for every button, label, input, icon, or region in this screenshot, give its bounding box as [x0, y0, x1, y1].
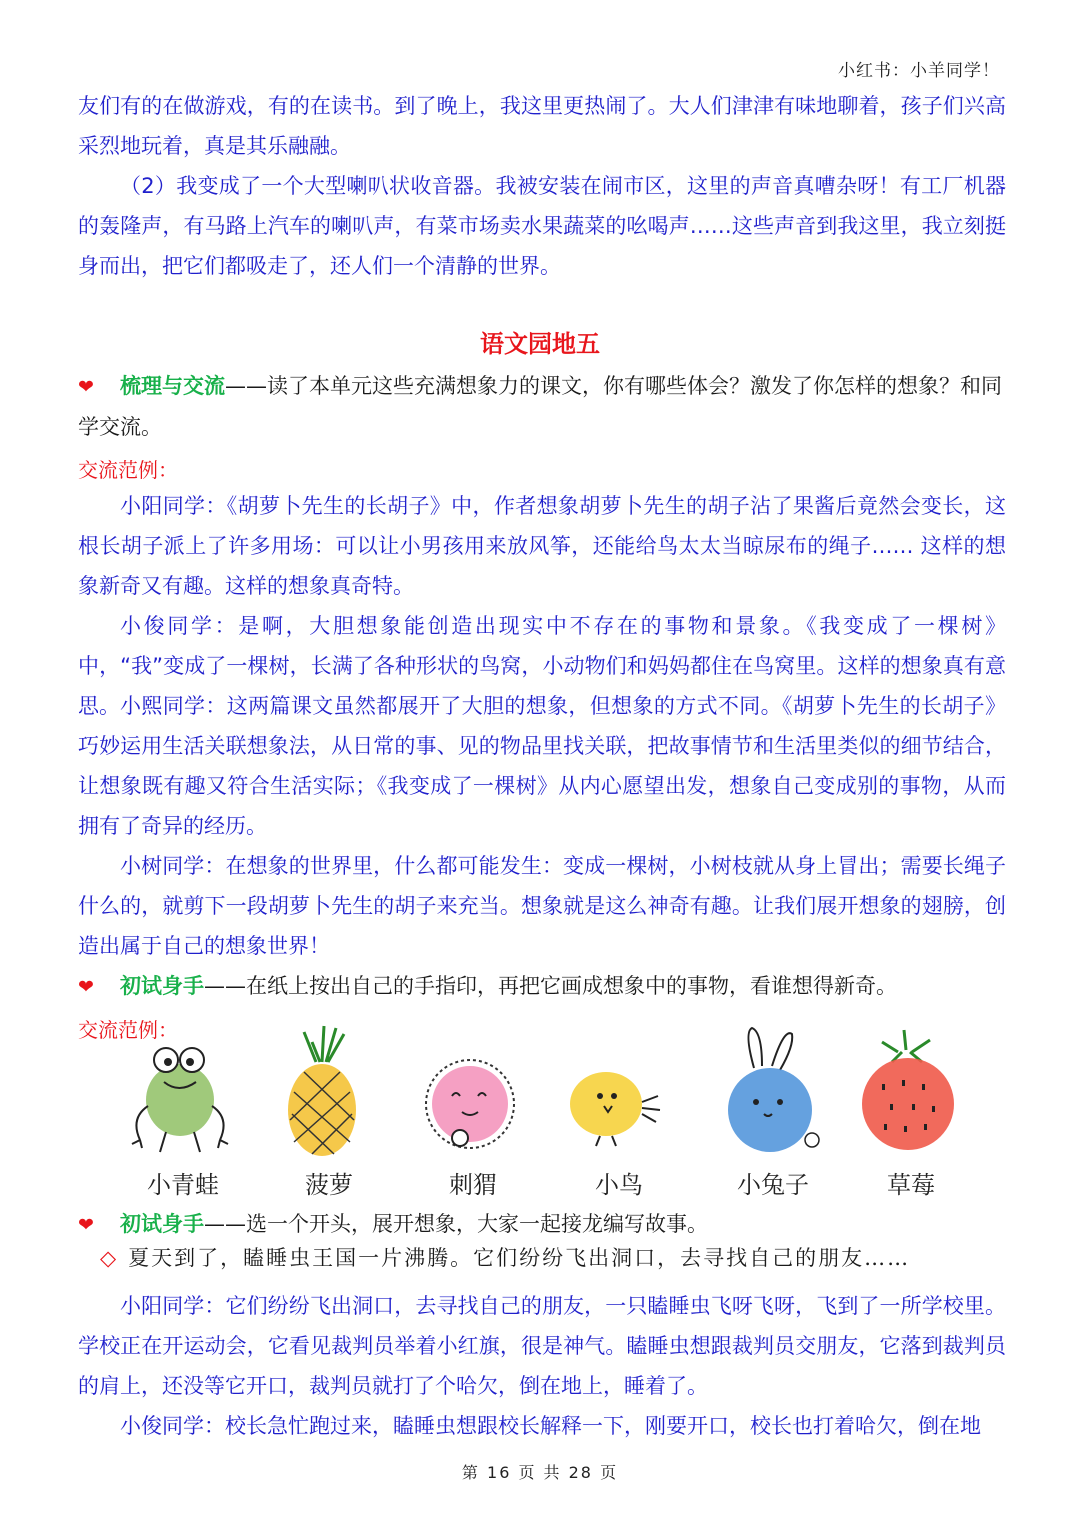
drawing-label: 刺猬	[449, 1171, 497, 1199]
heart-icon: ❤	[78, 376, 94, 398]
fingerprint-frog	[118, 1022, 248, 1202]
paragraph-xiaoxi: 小熙同学：这两篇课文虽然都展开了大胆的想象，但想象的方式不同。《胡萝卜先生的长胡子》巧妙运用生活关联想象法，从日常的事、见的物品里找关联，把故事情节和生活里类似的细节结合，让想象既有趣又符合生活实际；《我变成了一棵树》从内心愿望出发，想象自己变成别的事物，从而拥有了奇异的经历。	[78, 694, 1006, 838]
drawing-label: 小青蛙	[147, 1171, 219, 1199]
fingerprint-drawings	[118, 1022, 978, 1202]
bullet-line-story	[78, 1204, 1006, 1245]
fingerprint-strawberry	[846, 1022, 976, 1202]
page-number: 第 16 页 共 28 页	[461, 1463, 619, 1482]
bullet-line-exchange	[78, 366, 1006, 447]
bullet-keyword: 梳理与交流	[120, 374, 225, 398]
fingerprint-bird	[554, 1022, 684, 1202]
fingerprint-hedgehog	[408, 1022, 538, 1202]
story-start-text: 夏天到了，瞌睡虫王国一片沸腾。它们纷纷飞出洞口，去寻找自己的朋友……	[128, 1246, 911, 1270]
drawing-label: 草莓	[887, 1171, 935, 1199]
drawing-label: 小兔子	[737, 1171, 809, 1199]
drawing-label: 菠萝	[305, 1171, 353, 1199]
paragraph-xiaoyang: 小阳同学：《胡萝卜先生的长胡子》中，作者想象胡萝卜先生的胡子沾了果酱后竟然会变长，这根长胡子派上了许多用场：可以让小男孩用来放风筝，还能给鸟太太当晾尿布的绳子…… 这样的想象新奇又有趣。这样的想象真奇特。	[78, 494, 1006, 598]
bullet-line-fingerprint	[78, 966, 1006, 1007]
paragraph-story-xiaojun: 小俊同学：校长急忙跑过来，瞌睡虫想跟校长解释一下，刚要开口，校长也打着哈欠，倒在地	[120, 1414, 981, 1438]
header-note: 小红书：小羊同学！	[838, 61, 1000, 81]
bullet-prompt: ——在纸上按出自己的手指印，再把它画成想象中的事物，看谁想得新奇。	[204, 974, 897, 998]
bullet-keyword: 初试身手	[120, 1212, 204, 1236]
example-label: 交流范例：	[78, 458, 178, 482]
heart-icon: ❤	[78, 1214, 94, 1236]
paragraph-continued: 友们有的在做游戏，有的在读书。到了晚上，我这里更热闹了。大人们津津有味地聊着，孩子们兴高采烈地玩着，真是其乐融融。	[78, 94, 1006, 158]
fingerprint-pineapple	[264, 1022, 394, 1202]
bullet-keyword: 初试身手	[120, 974, 204, 998]
paragraph-story-xiaoyang: 小阳同学：它们纷纷飞出洞口，去寻找自己的朋友，一只瞌睡虫飞呀飞呀，飞到了一所学校里。学校正在开运动会，它看见裁判员举着小红旗，很是神气。瞌睡虫想跟裁判员交朋友，它落到裁判员的肩上，还没等它开口，裁判员就打了个哈欠，倒在地上，睡着了。	[78, 1294, 1006, 1398]
fingerprint-rabbit	[708, 1022, 838, 1202]
section-title: 语文园地五	[480, 330, 600, 358]
bullet-prompt: ——读了本单元这些充满想象力的课文，你有哪些体会？激发了你怎样的想象？和同学交流。	[78, 374, 1002, 439]
example-label: 交流范例：	[78, 1018, 178, 1042]
story-start	[100, 1242, 1020, 1272]
paragraph-item-2: （2）我变成了一个大型喇叭状收音器。我被安装在闹市区，这里的声音真嘈杂呀！有工厂机器的轰隆声，有马路上汽车的喇叭声，有菜市场卖水果蔬菜的吆喝声……这些声音到我这里，我立刻挺身而出，把它们都吸走了，还人们一个清静的世界。	[78, 174, 1006, 278]
heart-icon: ❤	[78, 976, 94, 998]
paragraph-xiaoshu: 小树同学：在想象的世界里，什么都可能发生：变成一棵树，小树枝就从身上冒出；需要长绳子什么的，就剪下一段胡萝卜先生的胡子来充当。想象就是这么神奇有趣。让我们展开想象的翅膀，创造出属于自己的想象世界！	[78, 854, 1006, 958]
paragraph-xiaojun: 小俊同学：是啊，大胆想象能创造出现实中不存在的事物和景象。《我变成了一棵树》中，“我”变成了一棵树，长满了各种形状的鸟窝，小动物们和妈妈都住在鸟窝里。这样的想象真有意思。	[78, 614, 1006, 718]
diamond-icon: ◇	[100, 1246, 119, 1270]
bullet-prompt: ——选一个开头，展开想象，大家一起接龙编写故事。	[204, 1212, 708, 1236]
drawing-label: 小鸟	[595, 1171, 643, 1199]
